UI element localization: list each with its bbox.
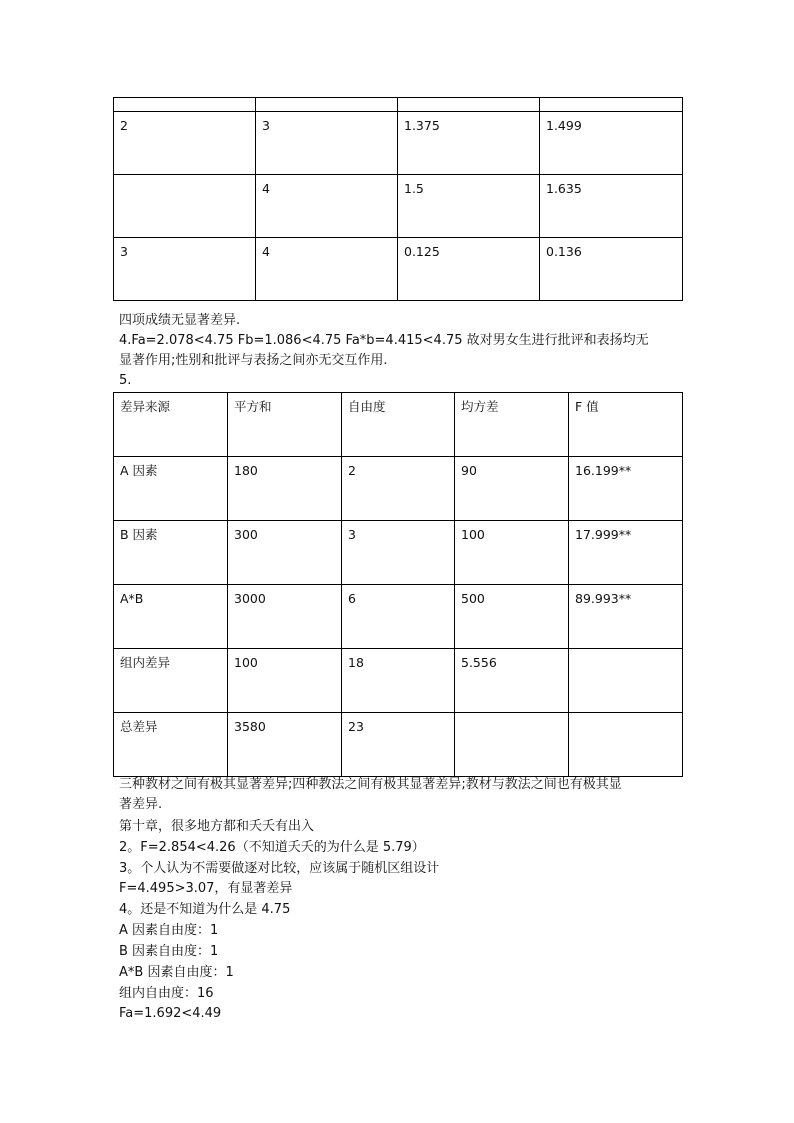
table-row [114, 649, 683, 713]
table-cell: 100 [228, 649, 342, 713]
paragraph-question-4-line1: 4.Fa=2.078<4.75 Fb=1.086<4.75 Fa*b=4.415<4.75 故对男女生进行批评和表扬均无 [119, 333, 649, 348]
header-cell: 差异来源 [114, 393, 228, 457]
header-cell: F 值 [569, 393, 683, 457]
table-cell [256, 98, 398, 112]
df-within: 组内自由度：16 [119, 986, 214, 1001]
df-factor-b: B 因素自由度：1 [119, 944, 219, 959]
table-cell: A*B [114, 585, 228, 649]
table-row [114, 457, 683, 521]
table-cell [398, 98, 540, 112]
table-cell: 100 [455, 521, 569, 585]
table-cell: 500 [455, 585, 569, 649]
table-row [114, 521, 683, 585]
paragraph-question-4-line2: 显著作用;性别和批评与表扬之间亦无交互作用. [119, 353, 388, 368]
table-cell: 2 [342, 457, 455, 521]
table-cell: 1.635 [540, 175, 683, 238]
table-cell: 300 [228, 521, 342, 585]
table-cell: 1.5 [398, 175, 540, 238]
table-cell: 3 [256, 112, 398, 175]
table-cell: 3580 [228, 713, 342, 777]
header-cell: 均方差 [455, 393, 569, 457]
table-cell [540, 98, 683, 112]
table-cell: 2 [114, 112, 256, 175]
table-cell: 组内差异 [114, 649, 228, 713]
table-cell [569, 649, 683, 713]
header-cell: 平方和 [228, 393, 342, 457]
answer-3: 3。个人认为不需要做逐对比较，应该属于随机区组设计 [119, 861, 440, 876]
table-cell: 16.199** [569, 457, 683, 521]
table-cell: 89.993** [569, 585, 683, 649]
table-cell: 5.556 [455, 649, 569, 713]
answer-4: 4。还是不知道为什么是 4.75 [119, 902, 291, 917]
table-cell [114, 175, 256, 238]
table-cell [455, 713, 569, 777]
paragraph-conclusion-3: 四项成绩无显著差异. [119, 313, 241, 328]
table-cell: 3000 [228, 585, 342, 649]
table-cell: A 因素 [114, 457, 228, 521]
table-row [114, 98, 683, 112]
table-cell: 0.136 [540, 238, 683, 301]
table-header-row [114, 393, 683, 457]
table-cell: 3 [114, 238, 256, 301]
table-cell [114, 98, 256, 112]
paragraph-conclusion-5-line2: 著差异. [119, 797, 163, 812]
table-cell: 4 [256, 175, 398, 238]
paragraph-conclusion-5-line1: 三种教材之间有极其显著差异;四种教法之间有极其显著差异;教材与教法之间也有极其显 [119, 777, 622, 792]
answer-2: 2。F=2.854<4.26（不知道夭夭的为什么是 5.79） [119, 840, 425, 855]
question-5-label: 5. [119, 373, 132, 388]
table-cell: 4 [256, 238, 398, 301]
table-cell: B 因素 [114, 521, 228, 585]
table-cell: 90 [455, 457, 569, 521]
table-row [114, 238, 683, 301]
table-cell [569, 713, 683, 777]
table-cell: 17.999** [569, 521, 683, 585]
table-row [114, 713, 683, 777]
header-cell: 自由度 [342, 393, 455, 457]
table-cell: 1.499 [540, 112, 683, 175]
answer-3-result: F=4.495>3.07，有显著差异 [119, 881, 293, 896]
fa-result: Fa=1.692<4.49 [119, 1006, 222, 1021]
table-cell: 6 [342, 585, 455, 649]
df-factor-a: A 因素自由度：1 [119, 923, 219, 938]
table-cell: 18 [342, 649, 455, 713]
table-cell: 1.375 [398, 112, 540, 175]
comparison-table [113, 97, 683, 301]
table-cell: 3 [342, 521, 455, 585]
df-interaction: A*B 因素自由度：1 [119, 965, 234, 980]
chapter-10-note: 第十章，很多地方都和夭夭有出入 [119, 819, 315, 834]
table-row [114, 585, 683, 649]
table-row [114, 112, 683, 175]
table-cell: 180 [228, 457, 342, 521]
anova-table [113, 392, 683, 777]
table-row [114, 175, 683, 238]
table-cell: 0.125 [398, 238, 540, 301]
table-cell: 23 [342, 713, 455, 777]
table-cell: 总差异 [114, 713, 228, 777]
